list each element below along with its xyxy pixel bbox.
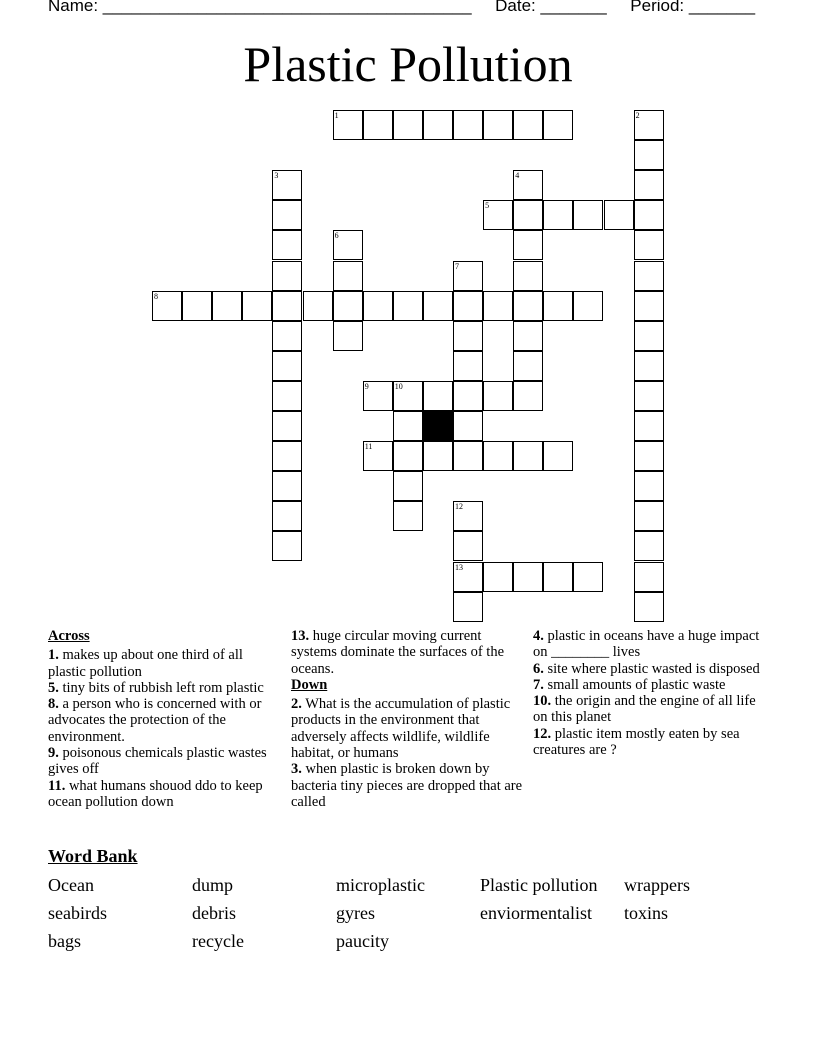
crossword-cell[interactable] — [634, 592, 664, 622]
crossword-cell[interactable] — [272, 321, 302, 351]
crossword-cell[interactable] — [634, 170, 664, 200]
crossword-cell[interactable] — [543, 562, 573, 592]
word-bank-word: Ocean — [48, 875, 94, 895]
crossword-cell[interactable] — [573, 562, 603, 592]
down-clue-12: 12. plastic item mostly eaten by sea creatures are ? — [533, 725, 740, 759]
crossword-cell[interactable] — [393, 411, 423, 441]
crossword-cell[interactable] — [634, 501, 664, 531]
crossword-cell[interactable] — [543, 110, 573, 140]
word-bank-word: toxins — [624, 903, 669, 923]
down-clue-3: 3. when plastic is broken down by bacteria tiny pieces are dropped that are called — [291, 761, 523, 810]
crossword-cell[interactable] — [212, 291, 242, 321]
crossword-cell[interactable] — [453, 351, 483, 381]
crossword-cell[interactable] — [272, 381, 302, 411]
word-bank-word: bags — [48, 931, 81, 951]
crossword-cell[interactable] — [423, 110, 453, 140]
crossword-cell[interactable] — [483, 381, 513, 411]
crossword-cell[interactable] — [573, 200, 603, 230]
crossword-cell[interactable] — [272, 200, 302, 230]
crossword-cell[interactable] — [333, 261, 363, 291]
crossword-cell[interactable] — [453, 261, 483, 291]
crossword-cell[interactable] — [634, 562, 664, 592]
clue-column-1 — [48, 628, 278, 810]
crossword-cell[interactable] — [182, 291, 212, 321]
crossword-cell[interactable] — [393, 110, 423, 140]
crossword-cell[interactable] — [483, 200, 513, 230]
crossword-cell[interactable] — [453, 441, 483, 471]
clue-column-3 — [533, 628, 763, 758]
crossword-cell[interactable] — [393, 471, 423, 501]
clue-number: 7 — [455, 261, 459, 271]
crossword-cell[interactable] — [634, 531, 664, 561]
header-fields: Name: _______________________________________ Date: _______ Period: _______ — [48, 0, 756, 15]
page-title: Plastic Pollution — [243, 36, 573, 92]
crossword-cell[interactable] — [423, 381, 453, 411]
crossword-cell[interactable] — [634, 381, 664, 411]
crossword-cell[interactable] — [483, 562, 513, 592]
crossword-cell[interactable] — [363, 110, 393, 140]
crossword-cell[interactable] — [513, 261, 543, 291]
crossword-cell[interactable] — [423, 291, 453, 321]
crossword-cell[interactable] — [393, 381, 423, 411]
crossword-cell[interactable] — [272, 261, 302, 291]
crossword-cell[interactable] — [333, 110, 363, 140]
clue-number: 11 — [364, 442, 373, 452]
word-bank-word: wrappers — [624, 875, 690, 895]
crossword-cell[interactable] — [634, 291, 664, 321]
clue-number: 4 — [515, 171, 520, 181]
crossword-cell[interactable] — [604, 200, 634, 230]
crossword-cell[interactable] — [634, 200, 664, 230]
crossword-cell[interactable] — [453, 321, 483, 351]
crossword-cell[interactable] — [333, 291, 363, 321]
crossword-cell[interactable] — [634, 230, 664, 260]
crossword-cell[interactable] — [152, 291, 182, 321]
crossword-cell[interactable] — [272, 441, 302, 471]
word-bank-word: Plastic pollution — [480, 875, 598, 895]
clue-number: 1 — [334, 111, 339, 120]
crossword-cell[interactable] — [634, 351, 664, 381]
word-bank-word: microplastic — [336, 875, 425, 895]
crossword-cell[interactable] — [453, 381, 483, 411]
crossword-cell[interactable] — [573, 291, 603, 321]
crossword-cell[interactable] — [333, 321, 363, 351]
down-heading: Down — [291, 676, 328, 693]
crossword-cell[interactable] — [272, 411, 302, 441]
down-clue-6: 6. site where plastic wasted is disposed — [533, 660, 760, 677]
across-heading: Across — [48, 628, 90, 644]
crossword-cell[interactable] — [393, 441, 423, 471]
crossword-cell[interactable] — [393, 501, 423, 531]
crossword-cell[interactable] — [393, 291, 423, 321]
crossword-cell[interactable] — [423, 441, 453, 471]
crossword-cell[interactable] — [272, 170, 302, 200]
crossword-cell[interactable] — [513, 170, 543, 200]
across-clue-13: 13. huge circular moving current systems dominate the surfaces of the oceans. — [291, 628, 505, 677]
clue-number: 12 — [455, 502, 463, 512]
word-bank-word: seabirds — [48, 903, 107, 923]
crossword-cell[interactable] — [513, 110, 543, 140]
across-clue-11: 11. what humans shouod ddo to keep ocean pollution down — [48, 777, 263, 810]
crossword-cell[interactable] — [483, 291, 513, 321]
clue-number: 5 — [485, 201, 490, 211]
crossword-cell[interactable] — [543, 441, 573, 471]
word-bank-title: Word Bank — [48, 846, 138, 866]
crossword-cell[interactable] — [483, 110, 513, 140]
crossword-cell[interactable] — [242, 291, 272, 321]
crossword-cell[interactable] — [513, 351, 543, 381]
clue-column-2 — [291, 628, 527, 810]
crossword-cell[interactable] — [453, 531, 483, 561]
crossword-cell[interactable] — [634, 441, 664, 471]
word-bank-word: recycle — [192, 931, 244, 951]
across-clue-9: 9. poisonous chemicals plastic wastes gives off — [48, 745, 267, 778]
crossword-cell[interactable] — [363, 291, 393, 321]
crossword-cell[interactable] — [272, 291, 302, 321]
clue-number: 10 — [394, 381, 403, 391]
word-bank-word: dump — [192, 875, 234, 895]
crossword-cell[interactable] — [453, 592, 483, 622]
down-clue-7: 7. small amounts of plastic waste — [533, 676, 726, 693]
clue-number: 9 — [364, 381, 369, 391]
crossword-cell[interactable] — [272, 230, 302, 260]
crossword-cell[interactable] — [513, 562, 543, 592]
crossword-cell[interactable] — [483, 441, 513, 471]
crossword-cell[interactable] — [634, 471, 664, 501]
clue-number: 3 — [274, 171, 279, 181]
crossword-cell[interactable] — [363, 441, 393, 471]
crossword-cell[interactable] — [453, 291, 483, 321]
crossword-cell[interactable] — [634, 321, 664, 351]
word-bank-word: gyres — [336, 903, 375, 923]
across-clue-5: 5. tiny bits of rubbish left rom plastic — [48, 679, 264, 696]
crossword-cell[interactable] — [543, 200, 573, 230]
across-clue-1: 1. makes up about one third of all plastic pollution — [48, 647, 243, 680]
down-clue-2: 2. What is the accumulation of plastic products in the environment that adversely affects wildlife, wildlife habitat, or humans — [291, 696, 511, 762]
across-clue-8: 8. a person who is concerned with or advocates the protection of the environment. — [48, 696, 262, 745]
clue-number: 8 — [154, 291, 158, 301]
clue-number: 13 — [455, 562, 463, 572]
crossword-cell[interactable] — [272, 351, 302, 381]
crossword-cell[interactable] — [543, 291, 573, 321]
word-bank-word: debris — [192, 903, 236, 923]
crossword-cell[interactable] — [272, 471, 302, 501]
crossword-cell[interactable] — [363, 381, 393, 411]
crossword-cell[interactable] — [513, 200, 543, 230]
crossword-block — [423, 411, 453, 441]
word-bank-word: paucity — [336, 931, 389, 951]
crossword-cell[interactable] — [513, 291, 543, 321]
crossword-cell[interactable] — [634, 411, 664, 441]
crossword-cell[interactable] — [453, 411, 483, 441]
crossword-cell[interactable] — [634, 110, 664, 140]
clue-number: 6 — [334, 231, 339, 241]
word-bank-word: enviormentalist — [480, 903, 592, 923]
crossword-cell[interactable] — [513, 321, 543, 351]
crossword-cell[interactable] — [634, 261, 664, 291]
crossword-cell[interactable] — [513, 381, 543, 411]
crossword-cell[interactable] — [634, 140, 664, 170]
crossword-cell[interactable] — [272, 501, 302, 531]
crossword-cell[interactable] — [453, 501, 483, 531]
crossword-cell[interactable] — [303, 291, 333, 321]
crossword-cell[interactable] — [272, 531, 302, 561]
crossword-cell[interactable] — [513, 441, 543, 471]
down-clue-4: 4. plastic in oceans have a huge impact on ________ lives — [533, 628, 760, 661]
crossword-cell[interactable] — [513, 230, 543, 260]
clue-number: 2 — [635, 111, 640, 120]
crossword-cell[interactable] — [453, 110, 483, 140]
crossword-cell[interactable] — [453, 562, 483, 592]
down-clue-10: 10. the origin and the engine of all life on this planet — [533, 693, 756, 726]
crossword-cell[interactable] — [333, 230, 363, 260]
